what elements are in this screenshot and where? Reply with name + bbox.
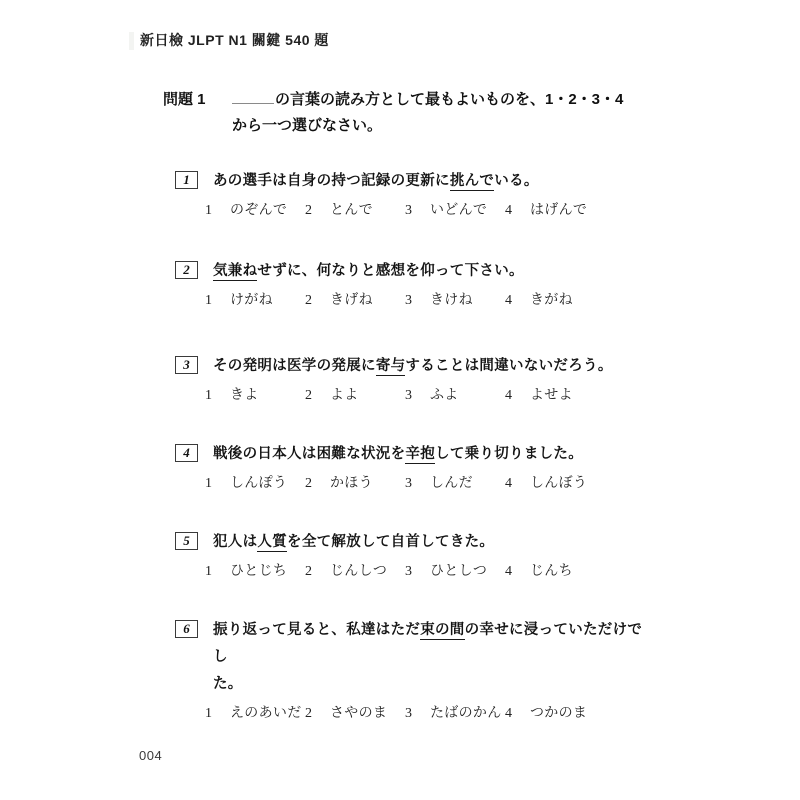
question-block — [175, 617, 645, 724]
question-block — [175, 529, 645, 582]
option-number: 3 — [405, 293, 413, 308]
page-number: 004 — [139, 748, 163, 763]
question-block — [175, 168, 645, 221]
option-text: ひとしつ — [430, 564, 488, 579]
options-row — [205, 474, 645, 494]
option-item — [505, 562, 645, 582]
option-item — [305, 562, 405, 582]
stem-pre: 戦後の日本人は困難な状況を — [213, 446, 406, 462]
option-number: 4 — [505, 203, 513, 218]
stem-post: いる。 — [494, 173, 539, 189]
option-number: 2 — [305, 564, 313, 579]
option-text: よよ — [330, 388, 359, 403]
option-item — [505, 291, 645, 311]
page-header: 新日檢 JLPT N1 關鍵 540 題 — [140, 32, 329, 48]
option-text: きけね — [430, 293, 473, 308]
option-number: 1 — [205, 564, 213, 579]
stem-pre: あの選手は自身の持つ記録の更新に — [213, 173, 450, 189]
option-text: たばのかん — [430, 706, 502, 721]
option-number: 1 — [205, 203, 213, 218]
question-stem — [213, 258, 524, 285]
underlined-word: 寄与 — [375, 358, 406, 374]
option-text: きげね — [330, 293, 373, 308]
stem-pre: 振り返って見ると、私達はただ — [213, 622, 421, 638]
stem-post: することは間違いないだろう。 — [405, 358, 613, 374]
option-text: とんで — [330, 203, 373, 218]
underlined-word: 辛抱 — [405, 446, 436, 462]
stem-pre: 犯人は — [213, 534, 258, 550]
option-text: えのあいだ — [230, 706, 302, 721]
option-item — [405, 386, 505, 406]
stem-post: の幸せに浸っていただけでし — [213, 622, 643, 665]
option-text: よせよ — [530, 388, 573, 403]
question-stem — [213, 168, 539, 195]
stem-second-line: た。 — [213, 676, 243, 692]
option-item — [305, 201, 405, 221]
option-text: しんぽう — [230, 476, 288, 491]
option-text: しんだ — [430, 476, 473, 491]
underlined-word: 人質 — [257, 534, 288, 550]
option-number: 2 — [305, 476, 313, 491]
option-text: はげんで — [530, 203, 588, 218]
option-item — [205, 291, 305, 311]
question-number-box: 1 — [175, 171, 198, 189]
option-item — [405, 201, 505, 221]
options-row — [205, 704, 645, 724]
options-row — [205, 562, 645, 582]
options-row — [205, 201, 645, 221]
question-number-box: 6 — [175, 620, 198, 638]
option-text: つかのま — [530, 706, 588, 721]
option-number: 2 — [305, 293, 313, 308]
option-item — [205, 386, 305, 406]
option-item — [405, 291, 505, 311]
question-stem-row — [175, 617, 645, 698]
question-stem-row — [175, 168, 645, 195]
underlined-word: 挑んで — [449, 173, 495, 189]
question-stem — [213, 353, 613, 380]
question-stem-row — [175, 529, 645, 556]
option-item — [205, 474, 305, 494]
option-number: 3 — [405, 476, 413, 491]
option-text: いどんで — [430, 203, 488, 218]
option-item — [305, 386, 405, 406]
option-text: のぞんで — [230, 203, 288, 218]
option-number: 1 — [205, 388, 213, 403]
option-number: 2 — [305, 203, 313, 218]
instruction-line1: の言葉の読み方として最もよいものを、1・2・3・4 — [232, 87, 623, 113]
option-number: 3 — [405, 564, 413, 579]
option-item — [305, 474, 405, 494]
option-number: 4 — [505, 564, 513, 579]
section-label: 問題 1 — [163, 91, 206, 108]
option-item — [405, 474, 505, 494]
option-number: 1 — [205, 476, 213, 491]
question-number-box: 5 — [175, 532, 198, 550]
option-item — [205, 562, 305, 582]
option-item — [405, 704, 505, 724]
option-item — [505, 474, 645, 494]
option-item — [305, 291, 405, 311]
option-text: けがね — [230, 293, 273, 308]
stem-pre: その発明は医学の発展に — [213, 358, 376, 374]
question-stem-row — [175, 353, 645, 380]
option-number: 4 — [505, 476, 513, 491]
option-number: 2 — [305, 388, 313, 403]
question-block — [175, 258, 645, 311]
option-text: きよ — [230, 388, 259, 403]
option-number: 1 — [205, 706, 213, 721]
option-text: ふよ — [430, 388, 459, 403]
option-item — [505, 201, 645, 221]
instruction-line2: から一つ選びなさい。 — [232, 117, 383, 134]
option-text: じんしつ — [330, 564, 388, 579]
option-number: 4 — [505, 706, 513, 721]
option-number: 3 — [405, 388, 413, 403]
option-number: 1 — [205, 293, 213, 308]
stem-post: して乗り切りました。 — [435, 446, 584, 462]
option-number: 3 — [405, 203, 413, 218]
option-text: きがね — [530, 293, 573, 308]
stem-post: せずに、何なりと感想を仰って下さい。 — [257, 263, 524, 279]
underlined-word: 気兼ね — [213, 263, 258, 279]
option-item — [405, 562, 505, 582]
option-text: かほう — [330, 476, 373, 491]
question-number-box: 3 — [175, 356, 198, 374]
question-number-box: 4 — [175, 444, 198, 462]
underlined-word: 束の間 — [420, 622, 465, 638]
stem-post: を全て解放して自首してきた。 — [287, 534, 495, 550]
options-row — [205, 291, 645, 311]
option-text: さやのま — [330, 706, 388, 721]
question-stem — [213, 529, 494, 556]
option-number: 3 — [405, 706, 413, 721]
question-block — [175, 441, 645, 494]
option-text: じんち — [530, 564, 573, 579]
option-item — [305, 704, 405, 724]
option-number: 2 — [305, 706, 313, 721]
option-number: 4 — [505, 388, 513, 403]
option-text: ひとじち — [230, 564, 288, 579]
option-item — [205, 201, 305, 221]
options-row — [205, 386, 645, 406]
option-text: しんぼう — [530, 476, 588, 491]
question-stem — [213, 441, 583, 468]
question-stem-row — [175, 258, 645, 285]
option-item — [205, 704, 305, 724]
option-item — [505, 704, 645, 724]
question-stem — [213, 617, 645, 698]
option-item — [505, 386, 645, 406]
question-stem-row — [175, 441, 645, 468]
question-block — [175, 353, 645, 406]
question-number-box: 2 — [175, 261, 198, 279]
option-number: 4 — [505, 293, 513, 308]
